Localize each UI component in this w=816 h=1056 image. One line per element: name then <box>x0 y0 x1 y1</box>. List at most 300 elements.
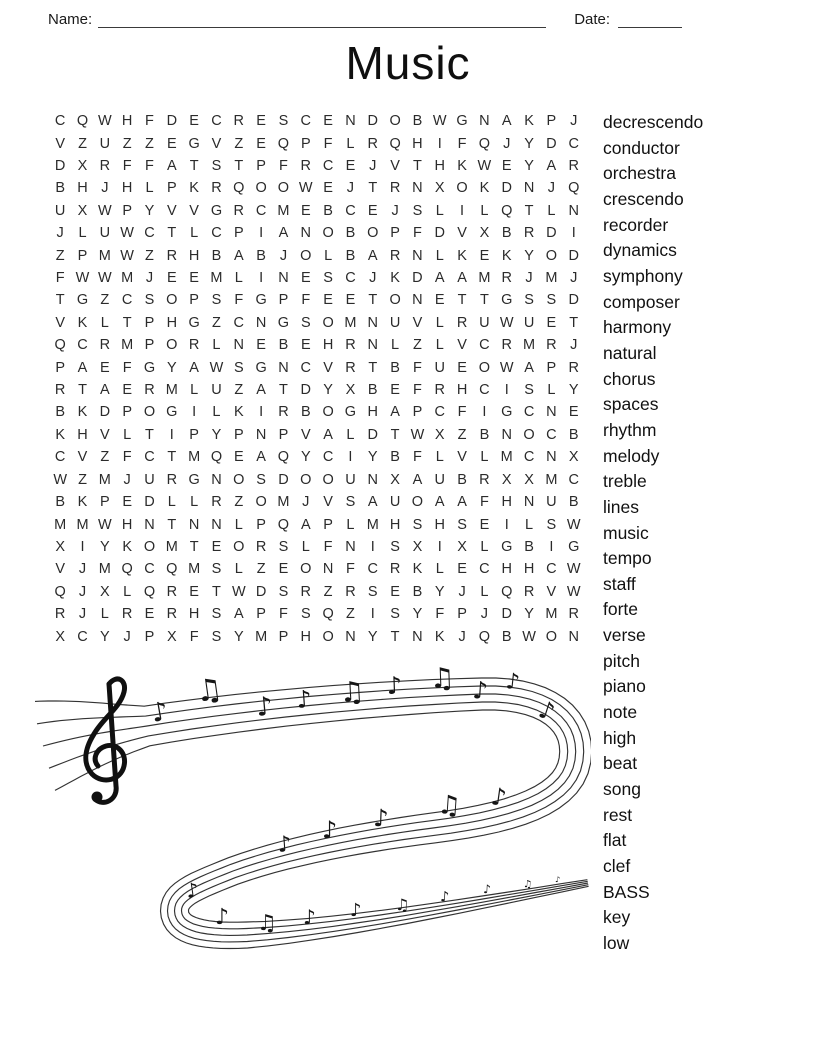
grid-letter: A <box>233 247 244 264</box>
grid-letter: E <box>122 494 132 511</box>
grid-letter: R <box>166 583 178 600</box>
grid-letter: P <box>412 404 423 421</box>
grid-letter: R <box>568 359 579 376</box>
grid-letter: D <box>300 382 312 399</box>
grid-letter: N <box>412 628 423 645</box>
grid-letter: U <box>144 471 155 488</box>
grid-letter: Z <box>323 583 333 600</box>
word-list-item: high <box>603 727 637 748</box>
eighth-note-icon: ♪ <box>215 905 230 930</box>
grid-letter: C <box>77 337 88 354</box>
word-list-item: melody <box>603 445 660 466</box>
word-list-item: chorus <box>603 368 656 389</box>
grid-letter: Y <box>367 628 378 645</box>
grid-letter: K <box>434 628 445 645</box>
grid-letter: J <box>123 628 131 645</box>
grid-letter: C <box>434 404 445 421</box>
grid-letter: Y <box>524 606 534 623</box>
grid-letter: F <box>55 270 65 287</box>
grid-letter: H <box>166 314 178 331</box>
grid-letter: S <box>211 292 222 309</box>
grid-letter: L <box>547 202 556 219</box>
grid-letter: T <box>234 158 244 175</box>
grid-letter: R <box>255 538 267 555</box>
grid-letter: J <box>458 628 466 645</box>
beamed-notes-icon: ♫ <box>436 790 462 822</box>
word-list-item: dynamics <box>603 240 677 261</box>
grid-letter: Q <box>478 628 491 645</box>
grid-letter: N <box>300 225 312 242</box>
grid-letter: V <box>55 561 65 578</box>
grid-letter: E <box>211 538 222 555</box>
grid-letter: R <box>300 158 312 175</box>
grid-letter: X <box>55 538 65 555</box>
grid-letter: P <box>278 628 289 645</box>
grid-letter: J <box>570 337 578 354</box>
grid-letter: M <box>165 382 178 399</box>
grid-letter: U <box>434 359 445 376</box>
grid-letter: L <box>435 561 444 578</box>
grid-letter: A <box>367 494 378 511</box>
grid-letter: C <box>211 225 222 242</box>
grid-letter: R <box>523 225 535 242</box>
grid-letter: S <box>211 606 222 623</box>
eighth-note-icon: ♪ <box>386 671 403 700</box>
grid-letter: P <box>278 426 289 443</box>
grid-letter: Z <box>457 426 467 443</box>
grid-letter: R <box>166 247 178 264</box>
grid-letter: R <box>501 337 512 354</box>
eighth-note-icon: ♪ <box>303 905 316 929</box>
grid-letter: M <box>344 314 357 331</box>
grid-letter: N <box>322 561 334 578</box>
grid-letter: X <box>457 538 467 555</box>
word-list-item: note <box>603 702 638 723</box>
grid-letter: W <box>75 270 90 287</box>
word-list-item: music <box>603 522 649 543</box>
grid-letter: X <box>55 628 65 645</box>
grid-letter: A <box>457 494 467 511</box>
grid-letter: Z <box>100 292 110 309</box>
grid-letter: R <box>54 382 66 399</box>
grid-letter: T <box>368 180 378 197</box>
grid-letter: H <box>188 247 200 264</box>
grid-letter: I <box>259 270 264 287</box>
grid-letter: B <box>55 404 65 421</box>
grid-letter: A <box>546 158 557 175</box>
grid-letter: E <box>434 292 445 309</box>
grid-letter: J <box>123 471 131 488</box>
grid-letter: H <box>501 494 512 511</box>
grid-letter: L <box>190 382 199 399</box>
eighth-note-icon: ♪ <box>254 691 275 723</box>
grid-letter: C <box>568 135 579 152</box>
grid-letter: I <box>549 538 554 555</box>
grid-letter: B <box>345 247 356 264</box>
grid-letter: O <box>456 180 468 197</box>
grid-letter: E <box>122 382 132 399</box>
grid-letter: Z <box>100 449 110 466</box>
grid-letter: T <box>167 225 177 242</box>
grid-letter: M <box>277 494 290 511</box>
grid-letter: E <box>256 135 266 152</box>
puzzle-title: Music <box>345 37 471 89</box>
grid-letter: L <box>480 583 489 600</box>
grid-letter: O <box>300 247 312 264</box>
grid-letter: C <box>523 449 535 466</box>
word-list-item: song <box>603 779 641 800</box>
grid-letter: R <box>434 382 445 399</box>
grid-letter: V <box>323 494 333 511</box>
grid-letter: O <box>367 225 379 242</box>
grid-letter: R <box>568 158 579 175</box>
grid-letter: D <box>166 113 178 130</box>
grid-letter: F <box>479 494 489 511</box>
grid-letter: C <box>211 113 222 130</box>
grid-letter: D <box>412 270 423 287</box>
grid-letter: D <box>546 135 557 152</box>
grid-letter: N <box>367 471 378 488</box>
word-list-item: recorder <box>603 214 669 235</box>
grid-letter: P <box>233 426 244 443</box>
grid-letter: E <box>323 292 333 309</box>
grid-letter: R <box>389 561 401 578</box>
grid-letter: P <box>55 359 65 376</box>
grid-letter: E <box>256 113 266 130</box>
grid-letter: Y <box>144 202 155 219</box>
grid-letter: M <box>188 561 201 578</box>
grid-letter: L <box>190 225 199 242</box>
grid-letter: R <box>345 359 356 376</box>
grid-letter: P <box>278 292 289 309</box>
grid-letter: V <box>211 135 222 152</box>
grid-letter: F <box>412 359 422 376</box>
grid-letter: L <box>234 561 243 578</box>
grid-letter: F <box>457 135 467 152</box>
grid-letter: R <box>99 158 111 175</box>
grid-letter: L <box>100 314 109 331</box>
grid-letter: G <box>255 292 267 309</box>
beamed-notes-icon: ♫ <box>338 674 366 709</box>
grid-letter: M <box>210 270 223 287</box>
grid-letter: V <box>55 314 65 331</box>
grid-letter: J <box>145 270 154 287</box>
grid-letter: X <box>345 382 356 399</box>
grid-letter: B <box>390 449 400 466</box>
grid-letter: I <box>370 606 375 623</box>
grid-letter: T <box>569 314 579 331</box>
grid-letter: K <box>122 538 132 555</box>
grid-letter: E <box>189 270 199 287</box>
staff-line <box>43 691 588 935</box>
grid-letter: Z <box>78 471 87 488</box>
grid-letter: C <box>345 270 356 287</box>
word-list-item: piano <box>603 676 646 697</box>
grid-letter: L <box>234 516 243 533</box>
grid-letter: B <box>524 538 534 555</box>
grid-letter: S <box>546 292 557 309</box>
grid-letter: W <box>477 158 492 175</box>
grid-letter: J <box>503 135 511 152</box>
grid-letter: R <box>501 270 512 287</box>
grid-letter: D <box>568 247 579 264</box>
grid-letter: Z <box>234 382 244 399</box>
grid-letter: Q <box>389 135 401 152</box>
grid-letter: C <box>322 449 334 466</box>
word-list <box>603 110 703 957</box>
grid-letter: M <box>98 561 111 578</box>
grid-letter: L <box>212 404 221 421</box>
grid-letter: S <box>412 516 423 533</box>
grid-letter: N <box>144 516 155 533</box>
grid-letter: C <box>54 113 66 130</box>
grid-letter: Y <box>166 359 177 376</box>
grid-letter: W <box>209 359 224 376</box>
grid-letter: H <box>367 404 378 421</box>
grid-letter: G <box>210 202 223 219</box>
grid-letter: A <box>323 426 333 443</box>
grid-letter: A <box>189 359 199 376</box>
grid-letter: G <box>166 404 178 421</box>
grid-letter: C <box>367 561 378 578</box>
grid-letter: J <box>78 583 87 600</box>
grid-letter: N <box>412 292 423 309</box>
grid-letter: X <box>434 180 445 197</box>
grid-letter: A <box>434 270 445 287</box>
grid-letter: O <box>166 292 178 309</box>
grid-letter: J <box>525 270 533 287</box>
grid-letter: A <box>300 516 311 533</box>
grid-letter: O <box>322 314 334 331</box>
grid-letter: J <box>78 561 87 578</box>
grid-letter: J <box>101 180 109 197</box>
eighth-note-icon: ♪ <box>535 695 559 727</box>
grid-letter: N <box>345 538 356 555</box>
grid-letter: W <box>120 247 134 264</box>
grid-letter: R <box>389 247 401 264</box>
grid-letter: B <box>55 494 65 511</box>
grid-letter: Z <box>145 247 154 264</box>
grid-letter: S <box>144 292 155 309</box>
grid-letter: Q <box>210 449 223 466</box>
word-list-item: orchestra <box>603 163 676 184</box>
grid-letter: Y <box>524 135 534 152</box>
grid-letter: R <box>367 135 378 152</box>
grid-letter: W <box>566 583 581 600</box>
grid-letter: E <box>189 583 199 600</box>
grid-letter: V <box>457 225 467 242</box>
grid-letter: V <box>189 202 199 219</box>
grid-letter: T <box>279 382 288 399</box>
grid-letter: P <box>390 225 400 242</box>
grid-letter: O <box>478 359 491 376</box>
grid-letter: R <box>479 471 490 488</box>
grid-letter: Y <box>568 382 579 399</box>
grid-letter: N <box>412 180 423 197</box>
grid-letter: H <box>121 516 133 533</box>
grid-letter: I <box>348 449 353 466</box>
grid-letter: E <box>390 382 400 399</box>
grid-letter: J <box>279 247 288 264</box>
grid-letter: V <box>457 337 467 354</box>
grid-letter: U <box>99 225 111 242</box>
grid-letter: Z <box>346 606 355 623</box>
grid-letter: K <box>479 180 490 197</box>
music-staff-graphic <box>35 658 591 958</box>
grid-letter: W <box>231 583 246 600</box>
worksheet-header <box>48 4 768 28</box>
grid-letter: M <box>545 270 558 287</box>
grid-letter: S <box>211 628 222 645</box>
grid-letter: S <box>546 516 557 533</box>
grid-letter: F <box>279 606 288 623</box>
grid-letter: V <box>99 426 110 443</box>
grid-letter: E <box>546 314 557 331</box>
grid-letter: A <box>524 359 534 376</box>
grid-letter: Y <box>524 247 534 264</box>
grid-letter: N <box>345 628 356 645</box>
grid-letter: O <box>255 494 267 511</box>
grid-letter: C <box>77 628 88 645</box>
grid-letter: R <box>121 606 133 623</box>
word-list-item: conductor <box>603 137 680 158</box>
grid-letter: M <box>98 247 111 264</box>
grid-letter: P <box>122 202 132 219</box>
grid-letter: T <box>524 202 534 219</box>
grid-letter: S <box>211 561 222 578</box>
grid-letter: C <box>300 359 312 376</box>
grid-letter: Z <box>122 135 132 152</box>
eighth-note-icon: ♪ <box>350 900 362 921</box>
grid-letter: H <box>523 561 535 578</box>
grid-letter: Y <box>434 583 445 600</box>
grid-letter: X <box>434 426 445 443</box>
grid-letter: G <box>277 314 290 331</box>
grid-letter: A <box>501 113 512 130</box>
grid-letter: S <box>256 471 266 488</box>
name-label: Name: <box>48 11 93 28</box>
grid-letter: J <box>369 158 377 175</box>
grid-letter: U <box>434 471 445 488</box>
grid-letter: U <box>211 382 222 399</box>
grid-letter: M <box>545 606 558 623</box>
grid-letter: C <box>479 561 490 578</box>
grid-letter: B <box>501 628 512 645</box>
grid-letter: R <box>389 180 401 197</box>
grid-letter: H <box>322 337 334 354</box>
grid-letter: N <box>367 337 378 354</box>
grid-letter: P <box>300 135 311 152</box>
grid-letter: T <box>457 292 467 309</box>
grid-letter: U <box>523 314 535 331</box>
grid-letter: Z <box>234 135 244 152</box>
grid-letter: R <box>144 382 155 399</box>
word-list-item: verse <box>603 625 646 646</box>
grid-letter: B <box>568 494 579 511</box>
word-list-item: beat <box>603 753 638 774</box>
grid-letter: F <box>346 561 355 578</box>
grid-letter: C <box>479 382 490 399</box>
grid-letter: R <box>166 471 178 488</box>
grid-letter: B <box>345 225 356 242</box>
grid-letter: B <box>323 202 333 219</box>
grid-letter: T <box>55 292 65 309</box>
grid-letter: S <box>278 583 289 600</box>
grid-letter: W <box>97 516 112 533</box>
grid-letter: M <box>165 538 178 555</box>
eighth-note-icon: ♪ <box>471 676 489 706</box>
grid-letter: O <box>255 180 267 197</box>
grid-letter: E <box>256 337 266 354</box>
grid-letter: X <box>501 471 512 488</box>
grid-letter: E <box>323 113 333 130</box>
grid-letter: F <box>234 292 244 309</box>
grid-letter: V <box>77 449 88 466</box>
grid-letter: N <box>345 113 356 130</box>
grid-letter: I <box>259 404 264 421</box>
grid-letter: P <box>457 606 467 623</box>
grid-letter: W <box>432 113 447 130</box>
grid-letter: P <box>166 180 177 197</box>
grid-letter: R <box>99 337 111 354</box>
grid-letter: X <box>524 471 534 488</box>
grid-letter: K <box>412 561 423 578</box>
grid-letter: S <box>524 292 534 309</box>
grid-letter: N <box>367 314 378 331</box>
grid-letter: K <box>457 247 467 264</box>
grid-letter: B <box>412 113 423 130</box>
grid-letter: K <box>390 270 400 287</box>
grid-letter: D <box>367 426 378 443</box>
grid-letter: W <box>499 359 514 376</box>
grid-letter: F <box>457 404 467 421</box>
grid-letter: C <box>345 202 356 219</box>
grid-letter: G <box>501 292 513 309</box>
grid-letter: N <box>278 270 289 287</box>
eighth-note-icon: ♪ <box>184 877 201 903</box>
grid-letter: N <box>501 426 512 443</box>
grid-letter: F <box>189 628 199 645</box>
word-list-item: rhythm <box>603 419 657 440</box>
grid-letter: J <box>78 606 87 623</box>
grid-letter: L <box>78 225 87 242</box>
word-list-item: forte <box>603 599 639 620</box>
word-list-item: natural <box>603 342 657 363</box>
grid-letter: O <box>389 292 401 309</box>
grid-letter: F <box>145 113 154 130</box>
grid-letter: O <box>300 561 312 578</box>
grid-letter: H <box>77 426 88 443</box>
grid-letter: Z <box>234 494 244 511</box>
grid-letter: T <box>212 583 221 600</box>
grid-letter: E <box>390 583 400 600</box>
grid-letter: L <box>547 382 556 399</box>
word-list-item: spaces <box>603 394 659 415</box>
grid-letter: W <box>522 628 536 645</box>
grid-letter: X <box>99 583 110 600</box>
grid-letter: D <box>434 225 445 242</box>
grid-letter: P <box>256 158 266 175</box>
grid-letter: L <box>234 270 243 287</box>
grid-letter: U <box>99 135 111 152</box>
date-label: Date: <box>574 11 611 28</box>
grid-letter: Y <box>367 449 378 466</box>
beamed-notes-icon: ♫ <box>193 671 225 710</box>
grid-letter: D <box>278 471 289 488</box>
grid-letter: Y <box>300 449 311 466</box>
grid-letter: Q <box>143 583 156 600</box>
grid-letter: P <box>256 606 266 623</box>
